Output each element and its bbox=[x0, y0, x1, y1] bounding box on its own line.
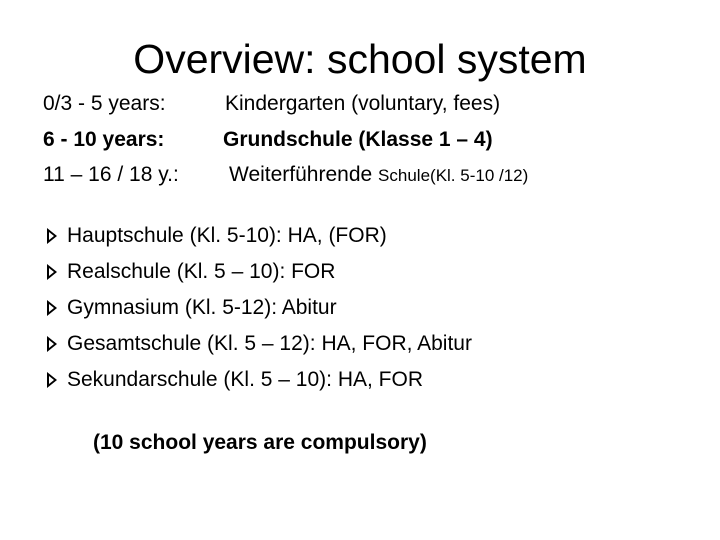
age-range: 0/3 - 5 years: bbox=[43, 92, 166, 115]
compulsory-note: (10 school years are compulsory) bbox=[93, 431, 427, 454]
list-item-text: Hauptschule (Kl. 5-10): HA, (FOR) bbox=[67, 224, 387, 247]
arrow-bullet-icon bbox=[46, 371, 58, 389]
school-type: Kindergarten (voluntary, fees) bbox=[225, 92, 501, 115]
arrow-bullet-icon bbox=[46, 263, 58, 281]
school-type: Grundschule (Klasse 1 – 4) bbox=[223, 128, 493, 151]
arrow-bullet-icon bbox=[46, 335, 58, 353]
age-row-kindergarten bbox=[43, 91, 500, 117]
school-type-detail: Schule(Kl. 5-10 /12) bbox=[378, 166, 529, 185]
arrow-bullet-icon bbox=[46, 227, 58, 245]
list-item-text: Sekundarschule (Kl. 5 – 10): HA, FOR bbox=[67, 368, 423, 391]
school-type: Weiterführende bbox=[229, 163, 373, 186]
list-item-text: Gesamtschule (Kl. 5 – 12): HA, FOR, Abitur bbox=[67, 332, 472, 355]
age-row-grundschule bbox=[43, 127, 493, 153]
age-range: 11 – 16 / 18 y.: bbox=[43, 163, 179, 186]
list-item-text: Realschule (Kl. 5 – 10): FOR bbox=[67, 260, 336, 283]
list-item bbox=[46, 223, 472, 259]
list-item-text: Gymnasium (Kl. 5-12): Abitur bbox=[67, 296, 337, 319]
list-item bbox=[46, 259, 472, 295]
age-range: 6 - 10 years: bbox=[43, 128, 165, 151]
secondary-school-list bbox=[46, 223, 472, 403]
list-item bbox=[46, 367, 472, 403]
list-item bbox=[46, 331, 472, 367]
age-row-secondary bbox=[43, 162, 528, 189]
page-title: Overview: school system bbox=[133, 36, 587, 82]
list-item bbox=[46, 295, 472, 331]
arrow-bullet-icon bbox=[46, 299, 58, 317]
